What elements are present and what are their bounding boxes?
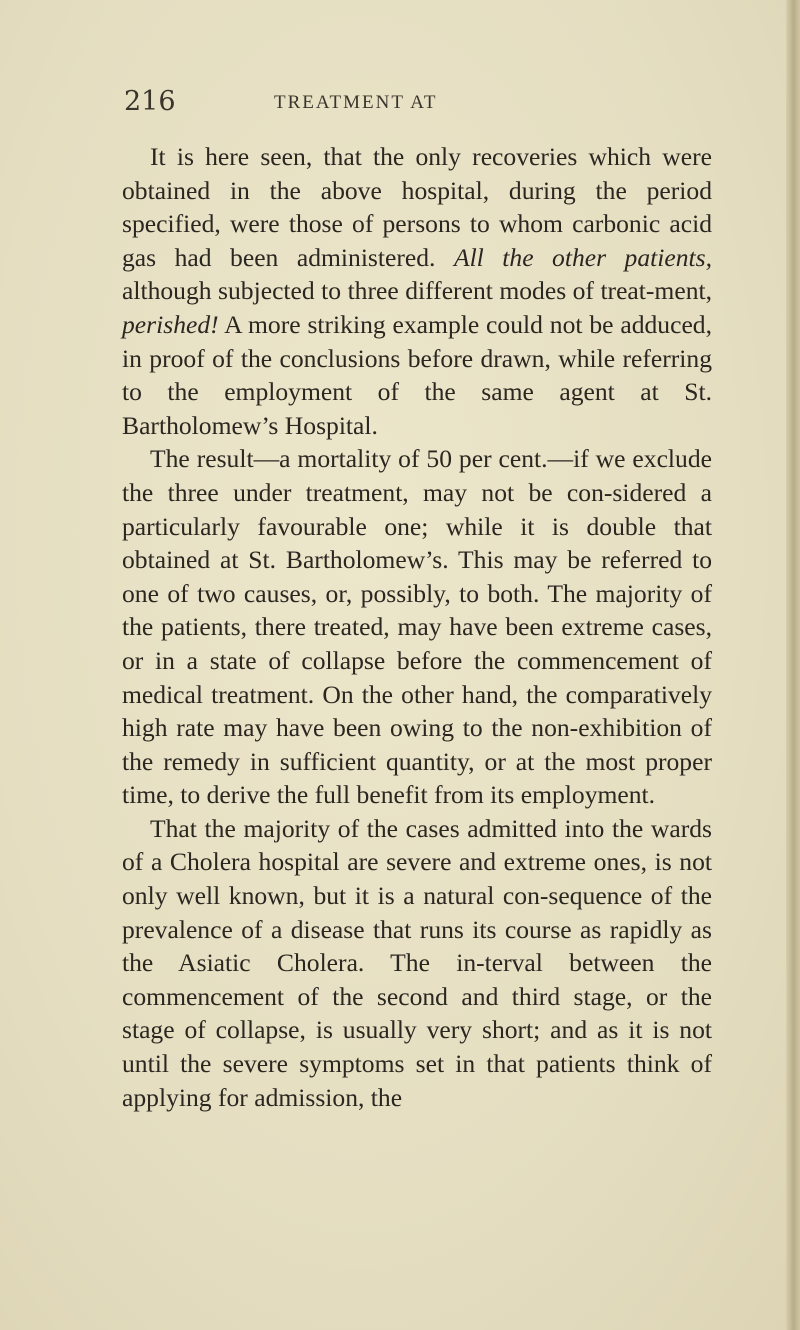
body-text <box>122 140 712 1114</box>
page-edge-shadow <box>786 0 800 1330</box>
running-head: TREATMENT AT <box>274 92 438 113</box>
paragraph-1-text-b: although subjected to three different modes of treat-ment, <box>122 276 712 306</box>
paragraph-1-text-a: It is here seen, that the only recoveries which were obtained in the above hospital, during the period specified, were those of persons to whom carbonic acid gas had been administered. <box>122 142 712 272</box>
paragraph-1-text-c: A more striking example could not be adduced, in proof of the conclusions before drawn, while referring to the employment of the same agent at St. Bartholomew’s Hospital. <box>122 309 712 440</box>
page-number: 216 <box>124 86 176 117</box>
paragraph-1-italic-b: perished! <box>122 309 219 339</box>
page-header <box>124 86 684 126</box>
paragraph-1-italic-a: All the other patients, <box>453 242 712 272</box>
paragraph-3: That the majority of the cases admitted into the wards of a Cholera hospital are severe and extreme ones, is not only well known, but it is a natural con-sequence of the prevalence of a disease that runs its course as rapidly as the Asiatic Cholera. The in-terval between the commencement of the second and third stage, or the stage of collapse, is usually very short; and as it is not until the severe symptoms set in that patients think of applying for admission, the <box>122 813 712 1112</box>
paragraph-1 <box>122 140 712 442</box>
paragraph-2: The result—a mortality of 50 per cent.—if we exclude the three under treatment, may not be con-sidered a particularly favourable one; while it is double that obtained at St. Bartholomew’s. This may be referred to one of two causes, or, possibly, to both. The majority of the patients, there treated, may have been extreme cases, or in a state of collapse before the commencement of medical treatment. On the other hand, the comparatively high rate may have been owing to the non-exhibition of the remedy in sufficient quantity, or at the most proper time, to derive the full benefit from its employment. <box>122 444 712 810</box>
